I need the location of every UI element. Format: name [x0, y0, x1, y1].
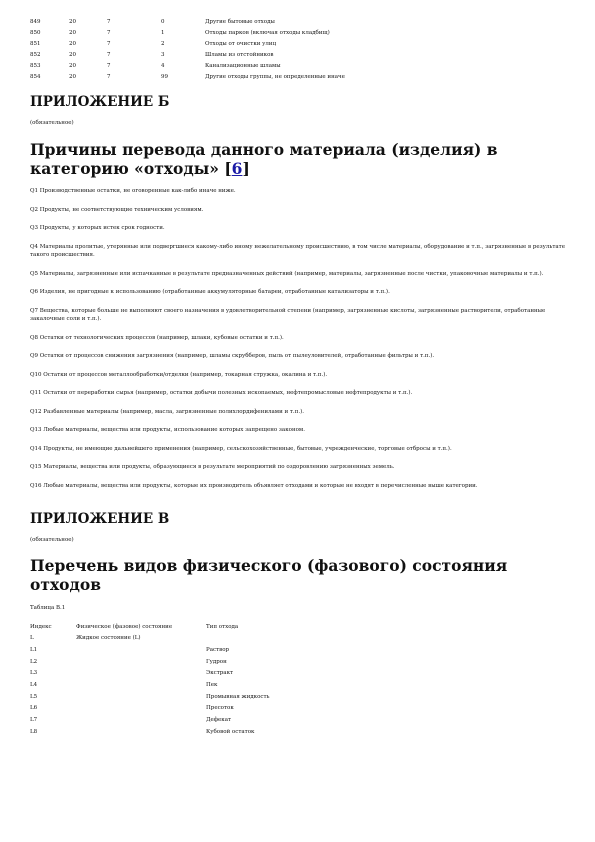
- table-cell: 850: [30, 30, 41, 36]
- table-cell: 20: [69, 52, 76, 58]
- waste-codes-table: [30, 17, 345, 83]
- reasons-list: [30, 187, 570, 490]
- table-row: [30, 28, 345, 39]
- table-row: [30, 50, 345, 61]
- appendix-b-status: (обязательное): [30, 120, 74, 126]
- table-row: [30, 703, 270, 715]
- reason-item: Q2 Продукты, не соответствующие техническим условиям.: [30, 206, 204, 213]
- table-cell: 20: [69, 30, 76, 36]
- table-cell: L4: [30, 682, 38, 689]
- table-row: [30, 727, 270, 739]
- table-cell: 851: [30, 41, 41, 47]
- table-cell: 2: [161, 41, 165, 47]
- table-cell: L5: [30, 693, 38, 700]
- table-cell: Жидкое состояние (L): [76, 635, 141, 642]
- table-cell: Раствор: [206, 646, 230, 653]
- table-cell: 7: [107, 52, 111, 58]
- table-cell: Кубовой остаток: [206, 728, 255, 735]
- table-cell: 7: [107, 41, 111, 47]
- table-cell: 0: [161, 19, 165, 25]
- reason-item: Q9 Остатки от процессов снижения загрязнения (например, шламы скрубберов, пыль от пылеуловителей, отработанные фильтры и т.п.).: [30, 353, 435, 359]
- appendix-b-title: ПРИЛОЖЕНИЕ Б: [30, 94, 170, 110]
- table-row: [30, 39, 345, 50]
- column-header: Тип отхода: [206, 623, 239, 630]
- table-row: [30, 61, 345, 72]
- table-row: [30, 72, 345, 83]
- table-cell: [76, 727, 206, 739]
- table-cell: 852: [30, 52, 41, 58]
- table-cell: Шламы из отстойников: [205, 52, 274, 58]
- reason-item: Q3 Продукты, у которых истек срок годности.: [30, 225, 165, 231]
- physical-state-table: [30, 622, 270, 739]
- table-caption: Таблица В.1: [30, 605, 66, 611]
- table-cell: 20: [69, 63, 76, 69]
- table-cell: Другие бытовые отходы: [205, 19, 275, 25]
- table-cell: L6: [30, 705, 38, 712]
- table-cell: 4: [161, 63, 165, 69]
- table-cell: Промывная жидкость: [206, 693, 270, 700]
- table-row: [30, 633, 270, 645]
- table-row: [30, 692, 270, 704]
- table-cell: L7: [30, 717, 38, 724]
- table-cell: L: [30, 635, 34, 642]
- table-cell: 99: [161, 74, 168, 80]
- table-row: [30, 715, 270, 727]
- table-cell: [76, 645, 206, 657]
- reason-item: Q5 Материалы, загрязненные или испачканные в результате предназначенных действий (например, материалы, загрязненные после чистки, упаковочные материалы и т.п.).: [30, 270, 544, 277]
- table-cell: Гудрон: [206, 658, 227, 665]
- table-row: [30, 668, 270, 680]
- reason-item: Q11 Остатки от переработки сырья (например, остатки добычи полезных ископаемых, нефтепромысловые нефтепродукты и т.п.).: [30, 390, 413, 396]
- table-cell: [76, 668, 206, 680]
- table-cell: [76, 703, 206, 715]
- reason-item: Q7 Вещества, которые больше не выполняют своего назначения в удовлетворительной степени (например, загрязненные кислоты, загрязненные растворители, отработанные закалочные соли и т.п.).: [30, 307, 546, 322]
- reason-item: Q12 Разбавленные материалы (например, масла, загрязненные полихлордифенилами и т.п.).: [30, 408, 304, 415]
- reason-item: Q15 Материалы, вещества или продукты, образующиеся в результате мероприятий по оздоровлению загрязненных земель.: [30, 464, 395, 470]
- table-cell: Пресоток: [206, 705, 234, 712]
- table-cell: Другие отходы группы, не определенные иначе: [205, 74, 345, 80]
- appendix-v-status: (обязательное): [30, 537, 74, 543]
- column-header: Индекс: [30, 623, 52, 630]
- table-cell: [76, 680, 206, 692]
- reason-item: Q8 Остатки от технологических процессов (например, шлаки, кубовые остатки и т.п.).: [30, 334, 284, 341]
- appendix-v-heading: Перечень видов физического (фазового) состояния отходов: [30, 556, 508, 594]
- reason-item: Q13 Любые материалы, вещества или продукты, использование которых запрещено законом.: [30, 427, 305, 433]
- table-cell: L8: [30, 728, 38, 735]
- table-header-row: [30, 622, 270, 634]
- table-cell: 7: [107, 74, 111, 80]
- table-cell: 20: [69, 19, 76, 25]
- table-cell: 853: [30, 63, 41, 69]
- reason-item: Q14 Продукты, не имеющие дальнейшего применения (например, сельскохозяйственные, бытовые, учрежденческие, торговые отбросы и т.п.).: [30, 445, 452, 452]
- reason-item: Q6 Изделия, не пригодные к использованию (отработанные аккумуляторные батареи, отработанные катализаторы и т.п.).: [30, 289, 390, 295]
- table-cell: 7: [107, 63, 111, 69]
- table-cell: 20: [69, 74, 76, 80]
- table-cell: 7: [107, 30, 111, 36]
- table-cell: L2: [30, 658, 38, 665]
- table-cell: Отходы парков (включая отходы кладбищ): [205, 30, 330, 36]
- reason-item: Q10 Остатки от процессов металлообработки/отделки (например, токарная стружка, окалина и т.п.).: [30, 371, 328, 378]
- table-cell: 20: [69, 41, 76, 47]
- appendix-v-title: ПРИЛОЖЕНИЕ В: [30, 511, 170, 527]
- table-row: [30, 680, 270, 692]
- table-cell: [76, 715, 206, 727]
- reason-item: Q16 Любые материалы, вещества или продукты, которые их производитель объявляет отходами и которые не входят в перечисленные выше категории.: [30, 482, 478, 489]
- table-cell: Пек: [206, 682, 218, 689]
- table-cell: Отходы от очистки улиц: [205, 41, 277, 47]
- table-row: [30, 657, 270, 669]
- table-cell: Канализационные шламы: [205, 63, 281, 69]
- document-page: [30, 17, 570, 739]
- table-row: [30, 17, 345, 28]
- table-cell: 1: [161, 30, 165, 36]
- table-cell: [76, 692, 206, 704]
- reference-link[interactable]: 6: [231, 159, 243, 178]
- column-header: Физическое (фазовое) состояние: [76, 623, 173, 630]
- table-cell: 854: [30, 74, 41, 80]
- reason-item: Q4 Материалы пролитые, утерянные или подвергшиеся какому-либо иному нежелательному происшествию, в том числе материалы, оборудование и т.п., загрязненные в результате такого происшествия.: [30, 243, 565, 258]
- table-cell: 3: [161, 52, 165, 58]
- table-cell: Экстракт: [206, 670, 234, 677]
- table-cell: 849: [30, 19, 41, 25]
- table-cell: [76, 657, 206, 669]
- table-cell: 7: [107, 19, 111, 25]
- reason-item: Q1 Производственные остатки, не оговоренные как-либо иначе ниже.: [30, 188, 236, 194]
- table-cell: L1: [30, 646, 38, 653]
- table-cell: [206, 633, 270, 645]
- table-cell: L3: [30, 670, 38, 677]
- appendix-b-heading: Причины перевода данного материала (изделия) в категорию «отходы» [6]: [30, 140, 498, 178]
- table-row: [30, 645, 270, 657]
- table-cell: Дефекат: [206, 717, 232, 724]
